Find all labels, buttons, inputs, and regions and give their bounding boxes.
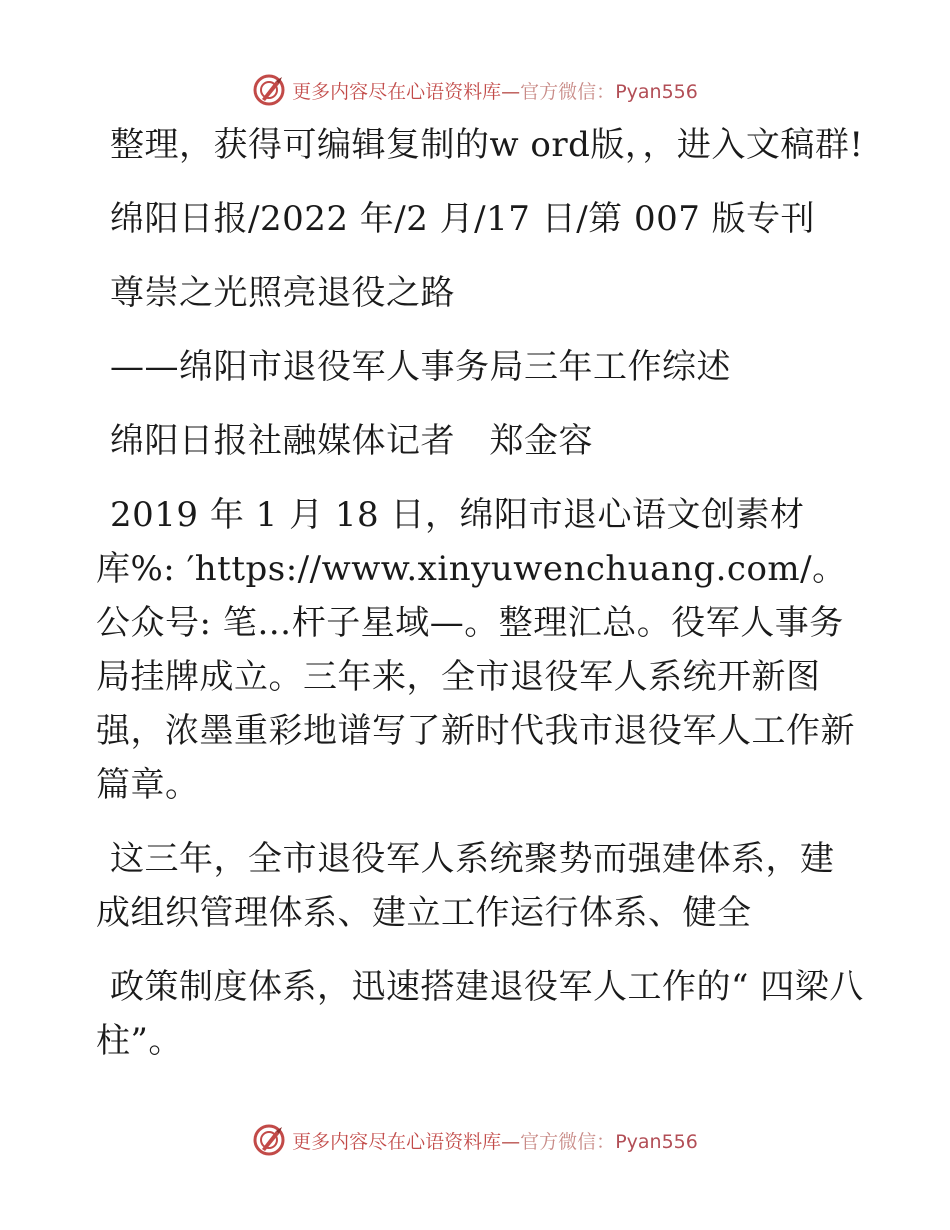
header-watermark-banner xyxy=(0,70,950,110)
paragraph-source-line: 绵阳日报/2022 年/2 月/17 日/第 007 版专刊 xyxy=(110,199,816,239)
quill-seal-icon xyxy=(252,1123,286,1157)
banner-account: Pyan556 xyxy=(615,1130,698,1153)
banner-separator: — xyxy=(501,80,521,103)
paragraph-body-1: 2019 年 1 月 18 日，绵阳市退心语文创素材库%: ′https://www.xinyuwenchuang.com/。公众号: 笔…杆子星域—。整理汇总。役军人事务局挂牌成立。三年来，全市退役军人系统开新图强，浓墨重彩地谱写了新时代我市退役军人工作新篇章。 xyxy=(96,495,855,805)
article-subtitle: ——绵阳市退役军人事务局三年工作综述 xyxy=(110,347,731,387)
quill-seal-icon xyxy=(252,73,286,107)
footer-watermark-banner xyxy=(0,1120,950,1160)
banner-wechat-label: 官方微信： xyxy=(520,80,616,103)
banner-text xyxy=(292,1127,698,1154)
article-title: 尊崇之光照亮退役之路 xyxy=(110,273,455,313)
banner-wechat-label: 官方微信： xyxy=(520,1130,616,1153)
paragraph-intro: 整理，获得可编辑复制的w ord版，，进入文稿群! xyxy=(110,125,864,165)
banner-main-text: 更多内容尽在心语资料库 xyxy=(292,80,502,103)
paragraph-body-2: 这三年，全市退役军人系统聚势而强建体系，建成组织管理体系、建立工作运行体系、健全 xyxy=(96,839,835,933)
article-byline: 绵阳日报社融媒体记者 郑金容 xyxy=(110,421,593,461)
banner-text xyxy=(292,77,698,104)
banner-account: Pyan556 xyxy=(615,80,698,103)
banner-separator: — xyxy=(501,1130,521,1153)
document-body xyxy=(96,118,866,1088)
paragraph-body-3: 政策制度体系，迅速搭建退役军人工作的“ 四梁八柱”。 xyxy=(96,967,864,1061)
banner-main-text: 更多内容尽在心语资料库 xyxy=(292,1130,502,1153)
